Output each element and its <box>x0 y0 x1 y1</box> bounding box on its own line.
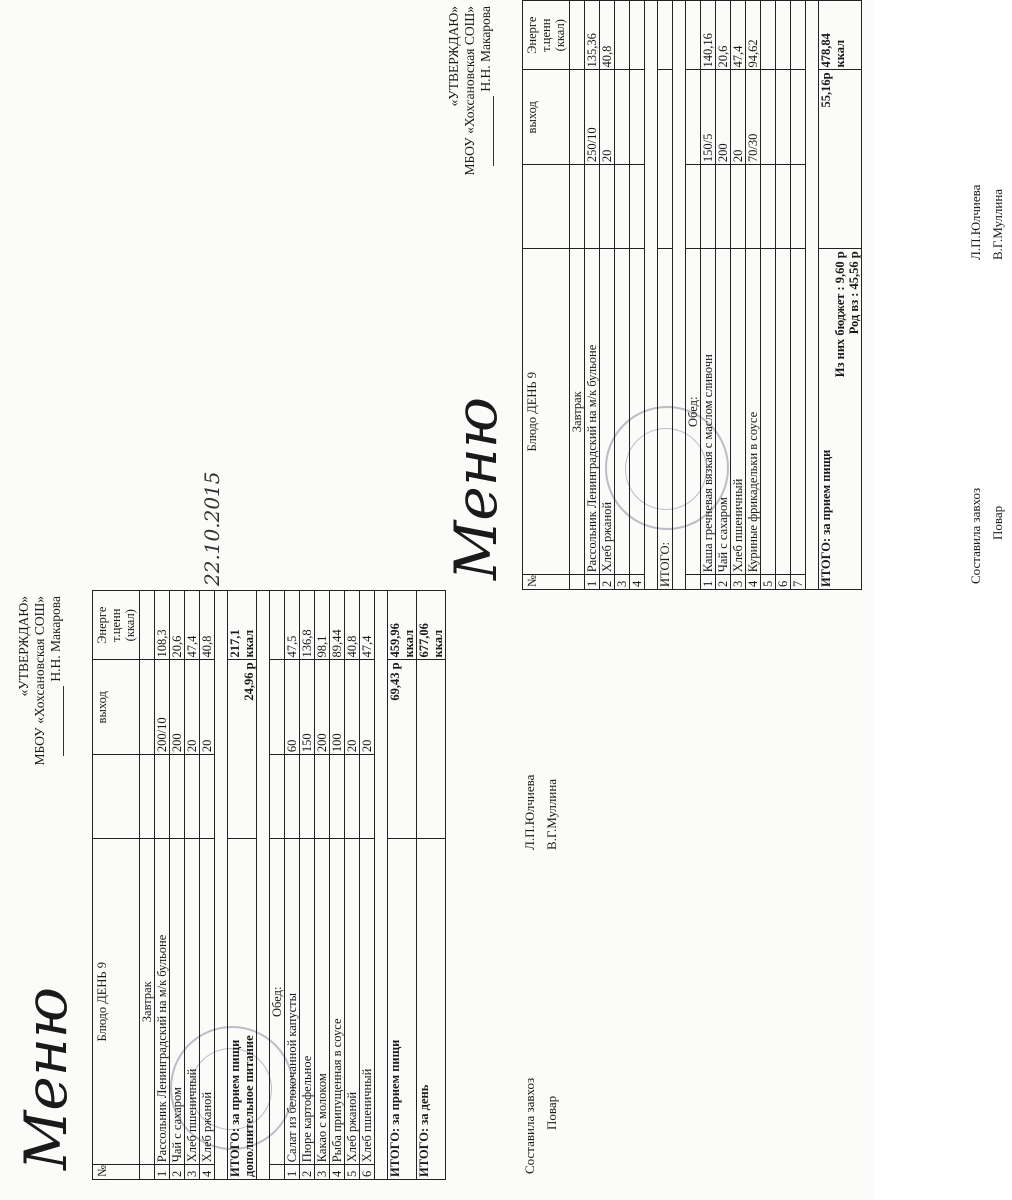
cook-label: Повар <box>544 1095 559 1130</box>
col-empty <box>523 165 570 249</box>
compiled-name: Л.П.Юлчиева <box>968 184 983 260</box>
director-name: Н.Н. Макарова <box>48 596 63 682</box>
menu-title: Меню <box>12 987 80 1170</box>
table-row: 4 Куриные фрикадельки в соусе 70/30 94,62 <box>746 1 761 590</box>
menu-table <box>522 0 862 590</box>
table-row: 4 Рыба припущенная в соусе 100 89,44 <box>330 591 345 1180</box>
col-dish: Блюдо ДЕНЬ 9 <box>523 249 570 575</box>
section-lunch: Обед: <box>270 839 285 1165</box>
table-header <box>93 591 140 1180</box>
col-output: выход <box>523 70 570 165</box>
col-output: выход <box>93 660 140 755</box>
table-row: 4 <box>630 1 645 590</box>
table-row: 1 Салат из белокочанной капусты 60 47,5 <box>285 591 300 1180</box>
table-row: 2 Чай с сахаром 200 20,6 <box>716 1 731 590</box>
table-row: 5 Хлеб ржаной 20 40,8 <box>345 591 360 1180</box>
col-empty <box>93 755 140 839</box>
menu-left <box>10 590 559 1180</box>
table-row: 1 Рассольник Ленинградский на м/к бульоне 200/10 108,3 <box>155 591 170 1180</box>
col-dish: Блюдо ДЕНЬ 9 <box>93 839 140 1165</box>
director-name: Н.Н. Макарова <box>478 6 493 92</box>
total-breakfast: ИТОГО: <box>658 1 673 590</box>
cook-name: В.Г.Муллина <box>544 778 559 850</box>
compiled-label: Составила завхоз <box>968 487 983 584</box>
approve-line: «УТВЕРЖДАЮ» <box>446 6 461 107</box>
table-row: 1 Каша гречневая вязкая с маслом сливочн 150/5 140,16 <box>701 1 716 590</box>
total-lunch: ИТОГО: за прием пищи 69,43 р 459,96 ккал <box>388 591 417 1180</box>
cook-label: Повар <box>990 505 1005 540</box>
menu-title: Меню <box>442 397 510 580</box>
approval-block <box>16 596 64 846</box>
school-name: МБОУ «Хохсановская СОШ» <box>462 6 477 176</box>
total-lunch: ИТОГО: за прием пищи Из них бюджет : 9,60 р Род вз : 45,56 р 55,16р 478,84 ккал <box>819 1 862 590</box>
col-number: № <box>93 1165 140 1180</box>
approval-block <box>446 6 494 256</box>
table-row: 2 Пюре картофельное 150 136,8 <box>300 591 315 1180</box>
table-row: 5 <box>761 1 776 590</box>
table-row: 1 Рассольник Ленинградский на м/к бульоне 250/10 135,36 <box>585 1 600 590</box>
total-breakfast: ИТОГО: за прием пищи дополнительное питание 24,96 р 217,1 ккал <box>228 591 257 1180</box>
col-energy: Энерге т.ценн (ккал) <box>93 591 140 660</box>
signature-line <box>493 96 494 166</box>
handwritten-date: 22.10.2015 <box>200 471 224 586</box>
compiled-label: Составила завхоз <box>522 1077 537 1174</box>
signatures <box>522 590 566 1180</box>
table-row: 6 Хлеб пшеничный 20 47,4 <box>360 591 375 1180</box>
compiled-name: Л.П.Юлчиева <box>522 774 537 850</box>
table-row: 6 <box>776 1 791 590</box>
approve-line: «УТВЕРЖДАЮ» <box>16 596 31 697</box>
table-row: 2 Хлеб ржаной 20 40,8 <box>600 1 615 590</box>
signature-line <box>63 686 64 756</box>
director-line <box>478 6 494 256</box>
table-row: 3 Хлеб пшеничный 20 47,4 <box>185 591 200 1180</box>
col-energy: Энерге т.ценн (ккал) <box>523 1 570 70</box>
cook-name: В.Г.Муллина <box>990 188 1005 260</box>
table-row: 4 Хлеб ржаной 20 40,8 <box>200 591 215 1180</box>
signatures <box>968 0 1012 590</box>
menu-table <box>92 590 446 1180</box>
table-header <box>523 1 570 590</box>
table-row: 7 <box>791 1 806 590</box>
section-breakfast: Завтрак <box>140 839 155 1165</box>
menu-right <box>440 0 1005 590</box>
col-number: № <box>523 575 570 590</box>
director-line <box>48 596 64 846</box>
table-row: 3 <box>615 1 630 590</box>
total-day: ИТОГО: за день 677,06 ккал <box>417 591 446 1180</box>
table-row: 2 Чай с сахаром 200 20,6 <box>170 591 185 1180</box>
school-name: МБОУ «Хохсановская СОШ» <box>32 596 47 766</box>
table-row: 3 Хлеб пшеничный 20 47,4 <box>731 1 746 590</box>
section-lunch: Обед: <box>686 249 701 575</box>
section-breakfast: Завтрак <box>570 249 585 575</box>
table-row: 3 Какао с молоком 200 98,1 <box>315 591 330 1180</box>
